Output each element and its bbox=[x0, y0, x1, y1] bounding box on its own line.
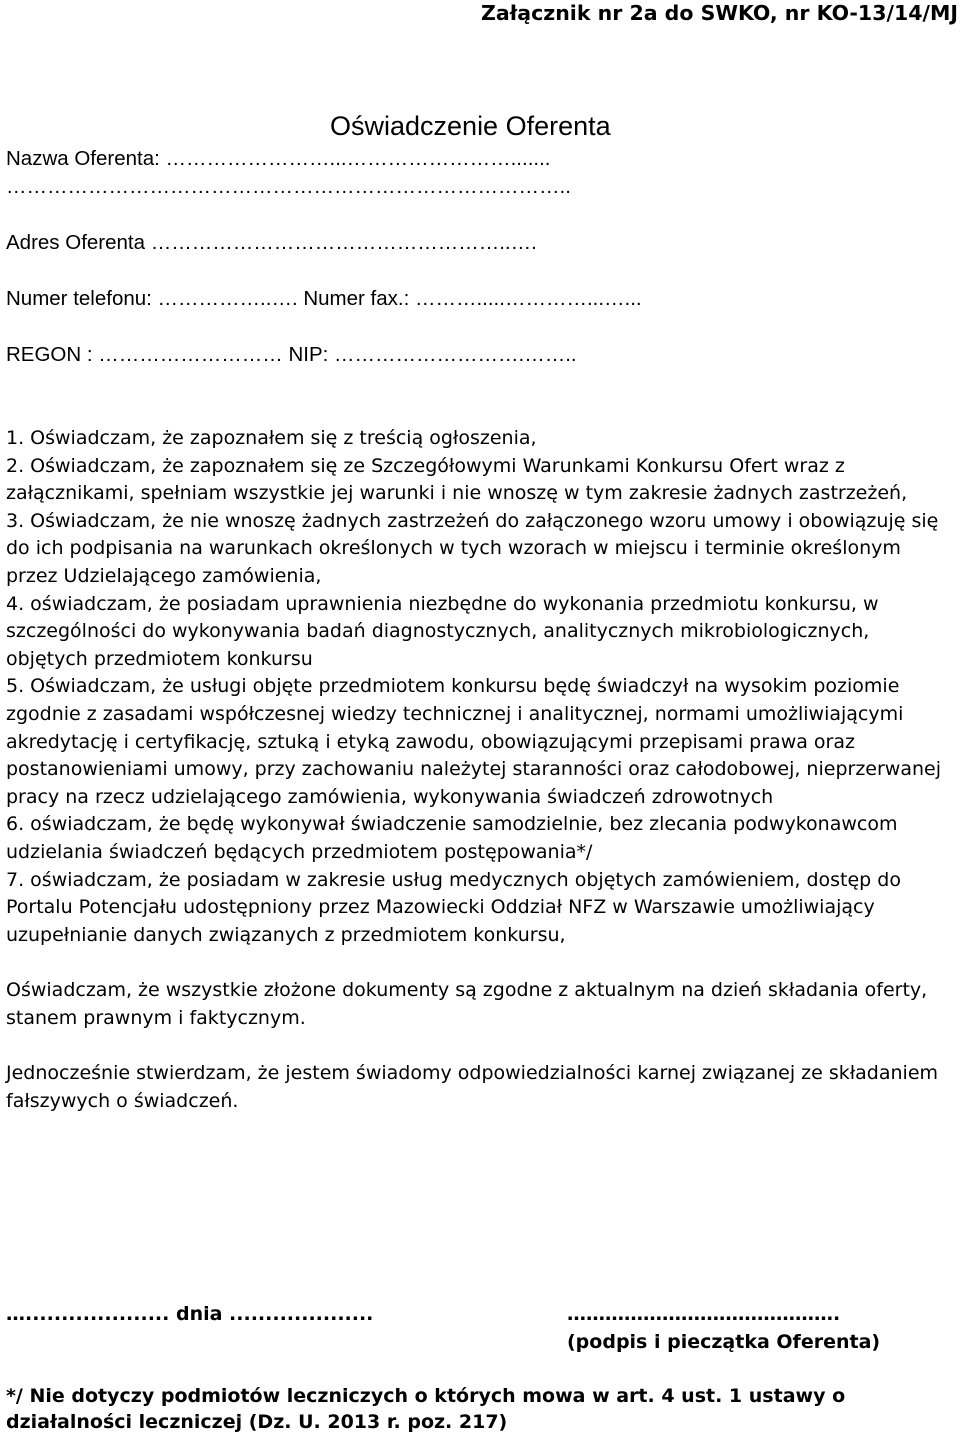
offeror-name-field: Nazwa Oferenta: ……………………...……………………....... bbox=[6, 147, 551, 170]
phone-fax-field: Numer telefonu: ……………..…. Numer fax.: ……….....…………...…... bbox=[6, 287, 642, 310]
statement-6: 6. oświadczam, że będę wykonywał świadczenie samodzielnie, bez zlecania podwykonawcom udzielania świadczeń będących przedmiotem postępowania*/ bbox=[6, 813, 898, 863]
annex-header: Załącznik nr 2a do SWKO, nr KO-13/14/MJ bbox=[480, 1, 958, 25]
document-title: Oświadczenie Oferenta bbox=[330, 111, 611, 141]
signature-caption: (podpis i pieczątka Oferenta) bbox=[567, 1331, 881, 1353]
declaration-documents: Oświadczam, że wszystkie złożone dokumenty są zgodne z aktualnym na dzień składania oferty, stanem prawnym i faktycznym. bbox=[6, 979, 928, 1029]
statement-4: 4. oświadczam, że posiadam uprawnienia niezbędne do wykonania przedmiotu konkursu, w szczególności do wykonywania badań diagnostycznych, analitycznych mikrobiologicznych, objętych przedmiotem konkursu bbox=[6, 592, 879, 670]
offeror-name-continuation: ……………………………………………………………………….. bbox=[6, 175, 571, 198]
statement-7: 7. oświadczam, że posiadam w zakresie usług medycznych objętych zamówieniem, dostęp do Portalu Potencjału udostępniony przez Mazowiecki Oddział NFZ w Warszawie umożliwiający uzupełnianie danych związanych z przedmiotem konkursu, bbox=[6, 868, 901, 946]
declaration-liability: Jednocześnie stwierdzam, że jestem świadomy odpowiedzialności karnej związanej ze składaniem fałszywych o świadczeń. bbox=[6, 1062, 939, 1113]
statement-5: 5. Oświadczam, że usługi objęte przedmiotem konkursu będę świadczył na wysokim poziomie zgodnie z zasadami współczesnej wiedzy technicznej i analitycznej, normami umożliwiającymi akredytację i certyfikację, sztuką i etyką zawodu, obowiązującymi przepisami prawa oraz postanowieniami umowy, przy zachowaniu należytej staranności oraz całodobowej, nieprzerwanej pracy na rzecz udzielającego zamówienia, wykonywania świadczeń zdrowotnych bbox=[6, 675, 941, 808]
statement-2: 2. Oświadczam, że zapoznałem się ze Szczegółowymi Warunkami Konkursu Ofert wraz z załącznikami, spełniam wszystkie jej warunki i nie wnoszę w tym zakresie żadnych zastrzeżeń, bbox=[6, 454, 908, 505]
statements-section bbox=[6, 425, 956, 1116]
regon-nip-field: REGON : ……………………… NIP: ……………………….…….. bbox=[6, 343, 577, 366]
statement-3: 3. Oświadczam, że nie wnoszę żadnych zastrzeżeń do załączonego wzoru umowy i obowiązuję się do ich podpisania na warunkach określonych w tych wzorach w miejscu i terminie określonym przez Udzielającego zamówienia, bbox=[6, 509, 939, 587]
offeror-fields bbox=[6, 145, 960, 369]
signature-line: ……………………………………. bbox=[567, 1303, 841, 1325]
footnote: */ Nie dotyczy podmiotów leczniczych o których mowa w art. 4 ust. 1 ustawy o działalności leczniczej (Dz. U. 2013 r. poz. 217) bbox=[6, 1385, 846, 1433]
offeror-address-field: Adres Oferenta ……………………………………………..…. bbox=[6, 231, 537, 254]
statement-1: 1. Oświadczam, że zapoznałem się z treścią ogłoszenia, bbox=[6, 427, 537, 449]
date-line: ….................... dnia .................... bbox=[6, 1303, 374, 1325]
